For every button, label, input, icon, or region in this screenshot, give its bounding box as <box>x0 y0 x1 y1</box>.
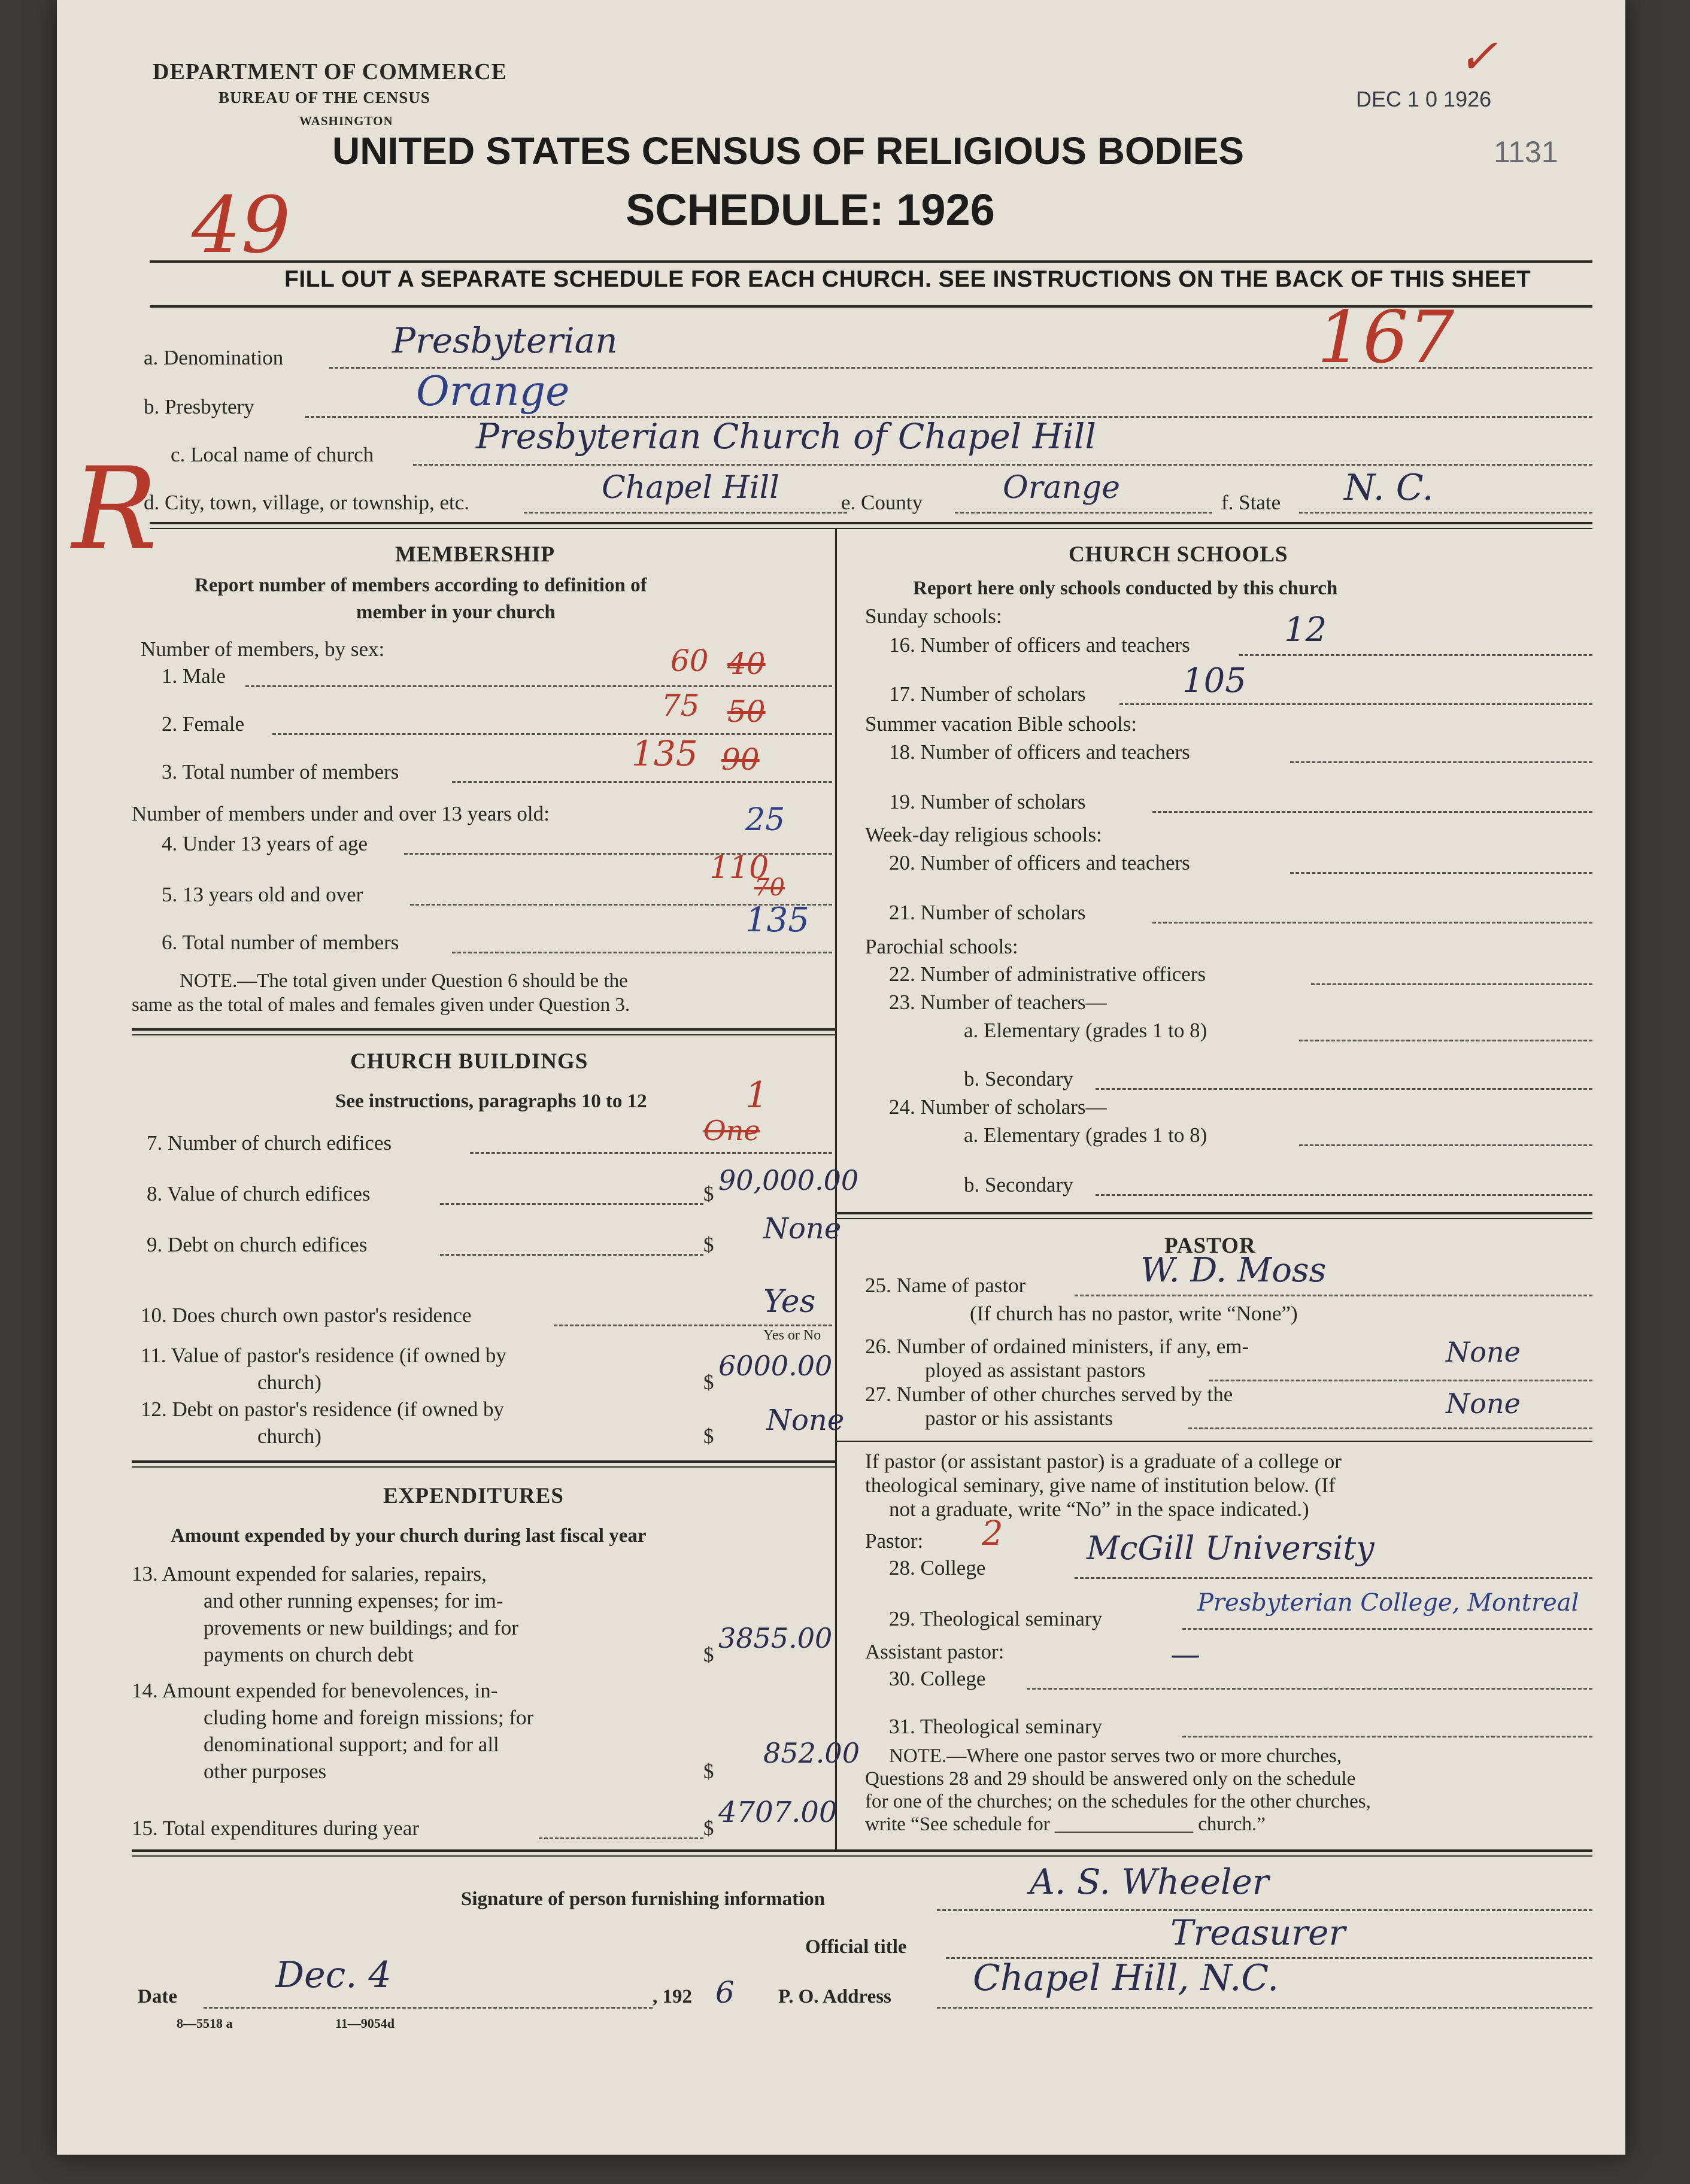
official-title-label: Official title <box>805 1936 907 1958</box>
graduate-instruction-2: theological seminary, give name of institution below. (If <box>865 1474 1336 1497</box>
date-label: Date <box>138 1986 177 2007</box>
rule <box>150 260 1592 263</box>
leader-dots <box>1096 1088 1592 1090</box>
department-heading: DEPARTMENT OF COMMERCE <box>153 59 508 84</box>
q24-label: 24. Number of scholars— <box>889 1095 1107 1119</box>
q3-label: 3. Total number of members <box>162 760 399 783</box>
q13-value[interactable]: 3855.00 <box>718 1622 833 1654</box>
q27-label-line1: 27. Number of other churches served by the <box>865 1383 1233 1406</box>
membership-note-1: NOTE.—The total given under Question 6 should be the <box>180 970 628 992</box>
leader-dots <box>937 2007 1592 2009</box>
rule <box>150 305 1592 308</box>
red-annotation-two: 2 <box>982 1514 1003 1553</box>
q12-dollar: $ <box>703 1424 714 1448</box>
q28-label: 28. College <box>889 1556 986 1579</box>
q19-label: 19. Number of scholars <box>889 790 1086 813</box>
leader-dots <box>1182 1628 1592 1630</box>
leader-dots <box>1209 1380 1592 1381</box>
date-year-digit[interactable]: 6 <box>715 1975 735 2010</box>
pastor-heading: PASTOR <box>1164 1234 1256 1258</box>
signature-label: Signature of person furnishing information <box>461 1888 826 1910</box>
leader-dots <box>1119 703 1592 705</box>
city-value[interactable]: Chapel Hill <box>602 470 779 506</box>
q1-value[interactable]: 60 <box>670 643 709 678</box>
yes-no-caption: Yes or No <box>763 1328 821 1343</box>
q8-value[interactable]: 90,000.00 <box>718 1164 859 1196</box>
leader-dots <box>204 2007 653 2009</box>
q14-dollar: $ <box>703 1760 714 1783</box>
q13-label-line3: provements or new buildings; and for <box>204 1616 518 1639</box>
leader-dots <box>1075 1577 1592 1579</box>
leader-dots <box>1075 1295 1592 1296</box>
city-heading: WASHINGTON <box>299 114 393 128</box>
schedule-title: SCHEDULE: 1926 <box>626 185 995 235</box>
q8-dollar: $ <box>703 1182 714 1205</box>
po-address-label: P. O. Address <box>778 1986 891 2007</box>
q2-label: 2. Female <box>162 712 245 736</box>
membership-heading: MEMBERSHIP <box>395 542 555 567</box>
q27-label-line2: pastor or his assistants <box>925 1407 1113 1430</box>
q24a-label: a. Elementary (grades 1 to 8) <box>964 1123 1207 1147</box>
official-title-value[interactable]: Treasurer <box>1170 1912 1346 1953</box>
q12-label-line1: 12. Debt on pastor's residence (if owned by <box>141 1398 504 1421</box>
leader-dots <box>1290 872 1592 874</box>
schools-heading: CHURCH SCHOOLS <box>1069 542 1288 567</box>
red-annotation-number: 49 <box>192 180 291 271</box>
q29-label: 29. Theological seminary <box>889 1607 1103 1630</box>
by-sex-label: Number of members, by sex: <box>141 637 385 661</box>
leader-dots <box>452 781 832 783</box>
graduate-instruction-3: not a graduate, write “No” in the space indicated.) <box>889 1497 1309 1521</box>
q10-value[interactable]: Yes <box>763 1284 816 1320</box>
q12-label-line2: church) <box>257 1424 321 1448</box>
q27-value[interactable]: None <box>1446 1387 1521 1420</box>
local-name-label: c. Local name of church <box>171 443 374 466</box>
q13-dollar: $ <box>703 1643 714 1666</box>
state-value[interactable]: N. C. <box>1344 467 1434 509</box>
leader-dots <box>1299 1144 1592 1146</box>
q1-old-value: 40 <box>727 646 766 681</box>
q7-label: 7. Number of church edifices <box>147 1131 392 1155</box>
q11-label-line2: church) <box>257 1371 321 1394</box>
q11-dollar: $ <box>703 1371 714 1394</box>
q23-label: 23. Number of teachers— <box>889 991 1107 1014</box>
presbytery-label: b. Presbytery <box>144 395 254 418</box>
leader-dots <box>955 512 1212 514</box>
leader-dots <box>440 1203 703 1205</box>
q10-label: 10. Does church own pastor's residence <box>141 1304 472 1327</box>
date-year-prefix: , 192 <box>653 1986 692 2007</box>
leader-dots <box>452 952 832 953</box>
q5-label: 5. 13 years old and over <box>162 883 363 906</box>
leader-dots <box>1239 654 1592 656</box>
q9-dollar: $ <box>703 1233 714 1256</box>
pastor-note-2: Questions 28 and 29 should be answered only on the schedule <box>865 1768 1356 1790</box>
q14-label-line3: denominational support; and for all <box>204 1733 499 1756</box>
red-annotation-letter: R <box>72 443 158 575</box>
q4-label: 4. Under 13 years of age <box>162 832 368 855</box>
q23a-label: a. Elementary (grades 1 to 8) <box>964 1019 1207 1042</box>
leader-dots <box>272 733 832 735</box>
po-address-value[interactable]: Chapel Hill, N.C. <box>973 1957 1279 1999</box>
denomination-value[interactable]: Presbyterian <box>392 320 618 361</box>
q14-value[interactable]: 852.00 <box>763 1737 860 1769</box>
leader-dots <box>1096 1194 1592 1196</box>
q30-value[interactable]: — <box>1170 1637 1200 1672</box>
q15-dollar: $ <box>703 1817 714 1840</box>
leader-dots <box>1182 1736 1592 1738</box>
graduate-instruction-1: If pastor (or assistant pastor) is a graduate of a college or <box>865 1450 1342 1473</box>
q13-label-line1: 13. Amount expended for salaries, repairs, <box>132 1562 487 1585</box>
q15-value[interactable]: 4707.00 <box>718 1796 838 1829</box>
q24b-label: b. Secondary <box>964 1173 1073 1196</box>
leader-dots <box>554 1325 832 1326</box>
buildings-heading: CHURCH BUILDINGS <box>350 1049 588 1074</box>
q29-value[interactable]: Presbyterian College, Montreal <box>1197 1589 1579 1617</box>
q20-label: 20. Number of officers and teachers <box>889 851 1190 874</box>
q3-value[interactable]: 135 <box>632 733 698 774</box>
rule <box>132 1460 835 1463</box>
presbytery-value[interactable]: Orange <box>416 368 570 415</box>
pastor-note-3: for one of the churches; on the schedules for the other churches, <box>865 1791 1371 1812</box>
q30-label: 30. College <box>889 1667 986 1690</box>
received-stamp-date: DEC 1 0 1926 <box>1356 87 1492 111</box>
form-title: UNITED STATES CENSUS OF RELIGIOUS BODIES <box>332 129 1245 172</box>
q3-old-value: 90 <box>721 742 760 777</box>
leader-dots <box>245 685 832 687</box>
q26-value[interactable]: None <box>1446 1336 1521 1368</box>
q8-label: 8. Value of church edifices <box>147 1182 371 1205</box>
leader-dots <box>1152 922 1592 924</box>
q2-value[interactable]: 75 <box>662 688 700 723</box>
leader-dots <box>539 1837 703 1839</box>
q12-value[interactable]: None <box>766 1404 845 1437</box>
q15-label: 15. Total expenditures during year <box>132 1817 419 1840</box>
q25-note: (If church has no pastor, write “None”) <box>970 1302 1298 1325</box>
q25-value[interactable]: W. D. Moss <box>1140 1251 1327 1290</box>
rule <box>132 1855 1592 1857</box>
q28-value[interactable]: McGill University <box>1087 1529 1375 1567</box>
bureau-heading: BUREAU OF THE CENSUS <box>219 89 430 107</box>
pastor-note-4: write “See schedule for ______________ church.” <box>865 1814 1266 1835</box>
rule <box>835 1212 1592 1214</box>
q9-label: 9. Debt on church edifices <box>147 1233 368 1256</box>
expenditures-sub: Amount expended by your church during last fiscal year <box>171 1525 647 1547</box>
parochial-heading: Parochial schools: <box>865 935 1018 958</box>
q26-label-line1: 26. Number of ordained ministers, if any, em- <box>865 1335 1249 1358</box>
weekday-heading: Week-day religious schools: <box>865 823 1102 846</box>
membership-note-2: same as the total of males and females given under Question 3. <box>132 994 630 1016</box>
q14-label-line1: 14. Amount expended for benevolences, in- <box>132 1679 498 1702</box>
leader-dots <box>1311 983 1592 985</box>
q16-label: 16. Number of officers and teachers <box>889 633 1190 657</box>
q21-label: 21. Number of scholars <box>889 901 1086 924</box>
q6-value[interactable]: 135 <box>745 901 809 940</box>
leader-dots <box>440 1254 703 1256</box>
q25-label: 25. Name of pastor <box>865 1274 1026 1297</box>
q1-label: 1. Male <box>162 664 226 688</box>
red-annotation-code: 167 <box>1317 296 1455 379</box>
q23b-label: b. Secondary <box>964 1067 1073 1091</box>
membership-sub2: member in your church <box>356 602 556 623</box>
date-value[interactable]: Dec. 4 <box>275 1954 392 1996</box>
sunday-heading: Sunday schools: <box>865 605 1002 628</box>
leader-dots <box>937 1909 1592 1911</box>
q31-label: 31. Theological seminary <box>889 1715 1103 1738</box>
leader-dots <box>470 1152 832 1154</box>
q13-label-line4: payments on church debt <box>204 1643 414 1666</box>
q5-value[interactable]: 110 <box>709 850 769 886</box>
local-name-value[interactable]: Presbyterian Church of Chapel Hill <box>476 416 1096 457</box>
leader-dots <box>413 464 1592 466</box>
q9-value[interactable]: None <box>763 1212 842 1246</box>
print-number: 11—9054d <box>335 2016 395 2031</box>
leader-dots <box>1188 1427 1592 1429</box>
q7-old-value: One <box>703 1114 760 1147</box>
q16-value[interactable]: 12 <box>1284 610 1327 649</box>
pastor-label: Pastor: <box>865 1529 924 1553</box>
q5-old-value: 70 <box>754 874 785 901</box>
rule <box>132 1028 835 1031</box>
denomination-label: a. Denomination <box>144 346 284 369</box>
form-number: 8—5518 a <box>177 2016 233 2031</box>
leader-dots <box>524 512 847 514</box>
state-label: f. State <box>1221 491 1281 514</box>
q6-label: 6. Total number of members <box>162 931 399 954</box>
county-label: e. County <box>841 491 923 514</box>
q4-value[interactable]: 25 <box>745 802 785 838</box>
signature-value[interactable]: A. S. Wheeler <box>1030 1861 1269 1902</box>
q17-value[interactable]: 105 <box>1182 661 1246 700</box>
q22-label: 22. Number of administrative officers <box>889 962 1206 986</box>
rule <box>835 1218 1592 1219</box>
expenditures-heading: EXPENDITURES <box>383 1484 564 1508</box>
q11-label-line1: 11. Value of pastor's residence (if owned by <box>141 1344 506 1367</box>
stamp-number: 1131 <box>1494 135 1558 169</box>
pastor-note-1: NOTE.—Where one pastor serves two or more churches, <box>889 1745 1342 1767</box>
leader-dots <box>1027 1688 1592 1690</box>
leader-dots <box>1299 512 1592 514</box>
schools-sub: Report here only schools conducted by this church <box>913 578 1338 599</box>
rule <box>132 1034 835 1035</box>
buildings-sub: See instructions, paragraphs 10 to 12 <box>335 1091 647 1112</box>
census-form-sheet <box>57 0 1625 2155</box>
rule <box>132 1849 1592 1852</box>
q26-label-line2: ployed as assistant pastors <box>925 1359 1146 1382</box>
rule <box>835 1441 1592 1442</box>
rule <box>132 1466 835 1468</box>
q7-value[interactable]: 1 <box>745 1074 769 1116</box>
membership-sub1: Report number of members according to definition of <box>195 575 647 596</box>
leader-dots <box>1290 761 1592 763</box>
check-mark: ✓ <box>1458 29 1498 84</box>
rule <box>150 528 1592 529</box>
q14-label-line4: other purposes <box>204 1760 327 1783</box>
city-label: d. City, town, village, or township, etc. <box>144 491 470 514</box>
assistant-pastor-label: Assistant pastor: <box>865 1640 1005 1663</box>
q14-label-line2: cluding home and foreign missions; for <box>204 1706 534 1729</box>
rule <box>150 522 1592 524</box>
q13-label-line2: and other running expenses; for im- <box>204 1589 503 1612</box>
age-heading: Number of members under and over 13 years old: <box>132 802 550 825</box>
leader-dots <box>1152 811 1592 813</box>
leader-dots <box>1299 1040 1592 1041</box>
q2-old-value: 50 <box>727 694 766 729</box>
instruction-line: FILL OUT A SEPARATE SCHEDULE FOR EACH CHURCH. SEE INSTRUCTIONS ON THE BACK OF THIS SHEET <box>284 266 1531 292</box>
county-value[interactable]: Orange <box>1003 470 1121 506</box>
summer-heading: Summer vacation Bible schools: <box>865 712 1137 736</box>
q18-label: 18. Number of officers and teachers <box>889 740 1190 764</box>
q17-label: 17. Number of scholars <box>889 682 1086 706</box>
q11-value[interactable]: 6000.00 <box>718 1350 833 1382</box>
